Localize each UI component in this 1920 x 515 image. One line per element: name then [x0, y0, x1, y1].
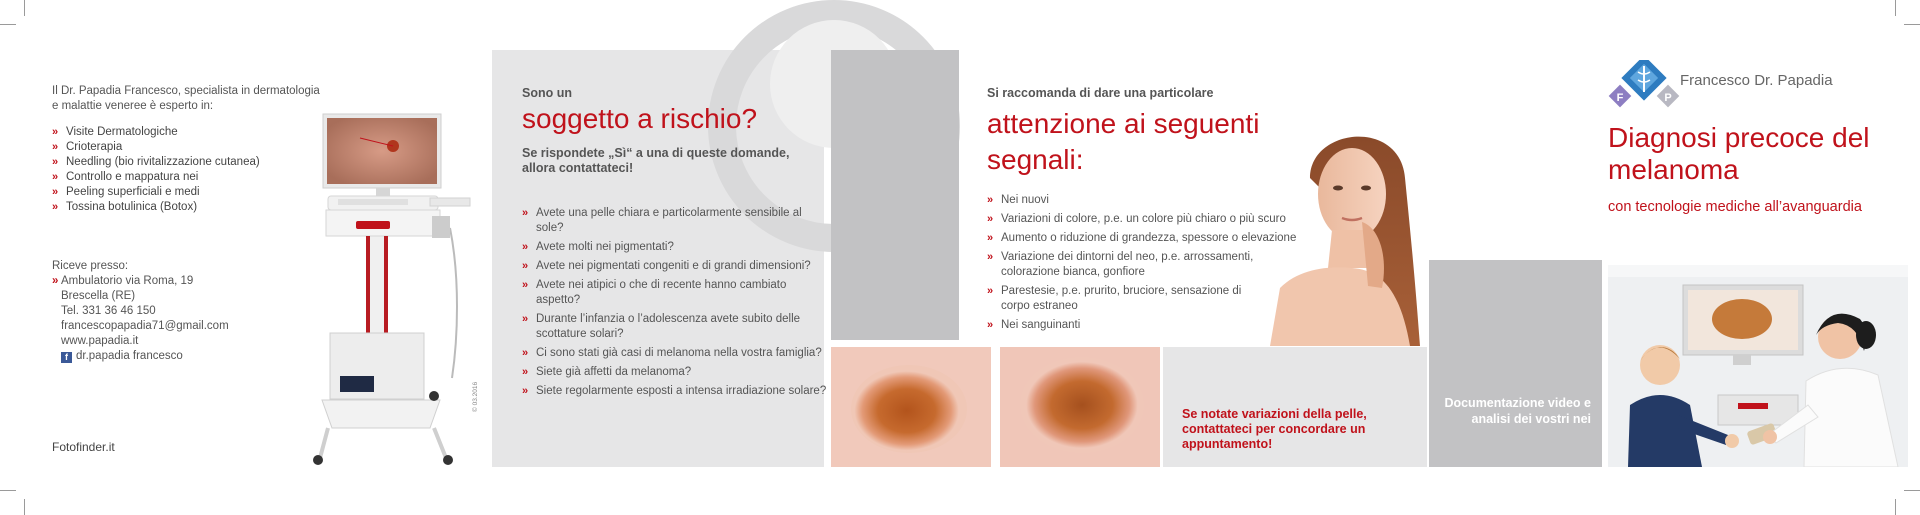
list-item — [522, 312, 827, 342]
copyright-text: © 03.2016 — [472, 381, 479, 412]
documentation-box — [1429, 260, 1602, 467]
list-item — [522, 278, 827, 308]
contact-phone: Tel. 331 36 46 150 — [61, 305, 156, 317]
service-label: Needling (bio rivitalizzazione cutanea) — [66, 156, 260, 168]
documentation-text: Documentazione video e analisi dei vostri nei — [1444, 396, 1591, 426]
list-item — [522, 240, 827, 255]
bullet-icon: » — [522, 385, 529, 397]
contact-email[interactable]: francescopapadia71@gmail.com — [61, 320, 229, 332]
bullet-icon: » — [522, 207, 529, 219]
signal-text: Aumento o riduzione di grandezza, spessore o elevazione — [1001, 232, 1297, 244]
bullet-icon: » — [52, 126, 59, 138]
crop-mark-bottom-right-h — [1904, 490, 1920, 491]
logo-letter-p: P — [1664, 92, 1672, 104]
bullet-icon: » — [52, 141, 59, 153]
facebook-label: dr.papadia francesco — [76, 350, 183, 362]
contact-facebook[interactable] — [52, 349, 282, 364]
list-item — [987, 318, 1307, 333]
question-text: Ci sono stati già casi di melanoma nella vostra famiglia? — [536, 347, 822, 359]
question-text: Siete regolarmente esposti a intensa irradiazione solare? — [536, 385, 827, 397]
list-item — [522, 384, 827, 399]
list-item — [52, 125, 332, 140]
bullet-icon: » — [522, 241, 529, 253]
services-list — [52, 125, 332, 215]
crop-mark-top-left — [24, 0, 25, 16]
bullet-icon: » — [522, 279, 529, 291]
brand-name: Francesco Dr. Papadia — [1680, 72, 1833, 89]
intro-text — [52, 84, 332, 114]
bullet-icon: » — [987, 251, 994, 263]
signal-text: Variazione dei dintorni del neo, p.e. arrossamenti, colorazione bianca, gonfiore — [1001, 251, 1254, 278]
list-item — [987, 231, 1307, 246]
service-label: Tossina botulinica (Botox) — [66, 201, 198, 213]
intro-line-1: Il Dr. Papadia Francesco, specialista in dermatologia — [52, 85, 320, 97]
signal-text: Nei nuovi — [1001, 194, 1049, 206]
bullet-icon: » — [52, 171, 59, 183]
address-text: Ambulatorio via Roma, 19 — [60, 275, 194, 287]
bullet-icon: » — [987, 319, 994, 331]
bullet-icon: » — [987, 213, 994, 225]
caduceus-logo-icon — [1608, 60, 1680, 116]
mole-closeup-image-1 — [831, 347, 991, 467]
contact-address — [52, 274, 282, 289]
bullet-icon: » — [522, 366, 529, 378]
question-text: Durante l’infanzia o l’adolescenza avete subito delle scottature solari? — [536, 313, 801, 340]
logo-letter-f: F — [1616, 92, 1624, 104]
list-item — [522, 206, 827, 236]
service-label: Visite Dermatologiche — [66, 126, 178, 138]
cta-text: Se notate variazioni della pelle, contattateci per concordare un appuntamento! — [1182, 407, 1367, 451]
list-item — [52, 140, 332, 155]
signal-text: Parestesie, p.e. prurito, bruciore, sensazione di corpo estraneo — [1001, 285, 1242, 312]
bullet-icon: » — [52, 156, 59, 168]
crop-mark-bottom-left-h — [0, 490, 16, 491]
crop-mark-top-left-h — [0, 24, 16, 25]
bullet-icon: » — [52, 201, 59, 213]
woman-portrait-image — [1270, 118, 1430, 346]
doctor-child-photo — [1608, 265, 1908, 467]
bullet-icon: » — [52, 275, 59, 287]
list-item — [52, 155, 332, 170]
contact-block — [52, 259, 282, 364]
crop-mark-bottom-left — [24, 499, 25, 515]
bullet-icon: » — [522, 347, 529, 359]
service-label: Controllo e mappatura nei — [66, 171, 199, 183]
signals-kicker: Si raccomanda di dare una particolare — [987, 86, 1214, 100]
list-item — [987, 193, 1307, 208]
bullet-icon: » — [52, 186, 59, 198]
list-item — [987, 250, 1291, 280]
intro-line-2: e malattie veneree è esperto in: — [52, 100, 214, 112]
question-text: Avete nei pigmentati congeniti e di grandi dimensioni? — [536, 260, 811, 272]
signal-text: Variazioni di colore, p.e. un colore più chiaro o più scuro — [1001, 213, 1286, 225]
list-item — [522, 346, 827, 361]
question-text: Avete una pelle chiara e particolarmente sensibile al sole? — [536, 207, 802, 234]
bullet-icon: » — [522, 313, 529, 325]
question-text: Avete molti nei pigmentati? — [536, 241, 674, 253]
gray-column — [831, 50, 959, 340]
question-text: Siete già affetti da melanoma? — [536, 366, 692, 378]
fotofinder-device-illustration — [300, 108, 480, 468]
brochure-title: Diagnosi precoce del melanoma — [1608, 122, 1870, 185]
crop-mark-top-right — [1895, 0, 1896, 16]
signals-title: attenzione ai seguenti segnali: — [987, 108, 1260, 175]
bullet-icon: » — [987, 194, 994, 206]
mole-closeup-image-2 — [1000, 347, 1160, 467]
list-item — [52, 200, 332, 215]
signals-list — [987, 193, 1307, 337]
bullet-icon: » — [987, 232, 994, 244]
facebook-icon: f — [61, 352, 72, 363]
brochure-subtitle: con tecnologie mediche all’avanguardia — [1608, 199, 1862, 215]
signal-text: Nei sanguinanti — [1001, 319, 1081, 331]
list-item — [987, 212, 1307, 227]
crop-mark-top-right-h — [1904, 24, 1920, 25]
risk-title: soggetto a rischio? — [522, 103, 758, 134]
question-text: Avete nei atipici o che di recente hanno cambiato aspetto? — [536, 279, 787, 306]
service-label: Peeling superficiali e medi — [66, 186, 200, 198]
contact-heading: Riceve presso: — [52, 260, 129, 272]
crop-mark-bottom-right — [1895, 499, 1896, 515]
risk-subtitle: Se rispondete „Sì“ a una di queste domande, allora contattateci! — [522, 146, 790, 175]
contact-city: Brescella (RE) — [61, 290, 136, 302]
fotofinder-link[interactable]: Fotofinder.it — [52, 440, 115, 454]
list-item — [522, 365, 827, 380]
bullet-icon: » — [522, 260, 529, 272]
risk-questions-list — [522, 206, 827, 403]
list-item — [522, 259, 827, 274]
list-item — [987, 284, 1271, 314]
contact-website[interactable]: www.papadia.it — [61, 335, 139, 347]
service-label: Crioterapia — [66, 141, 123, 153]
risk-kicker: Sono un — [522, 86, 572, 100]
list-item — [52, 185, 332, 200]
bullet-icon: » — [987, 285, 994, 297]
list-item — [52, 170, 332, 185]
